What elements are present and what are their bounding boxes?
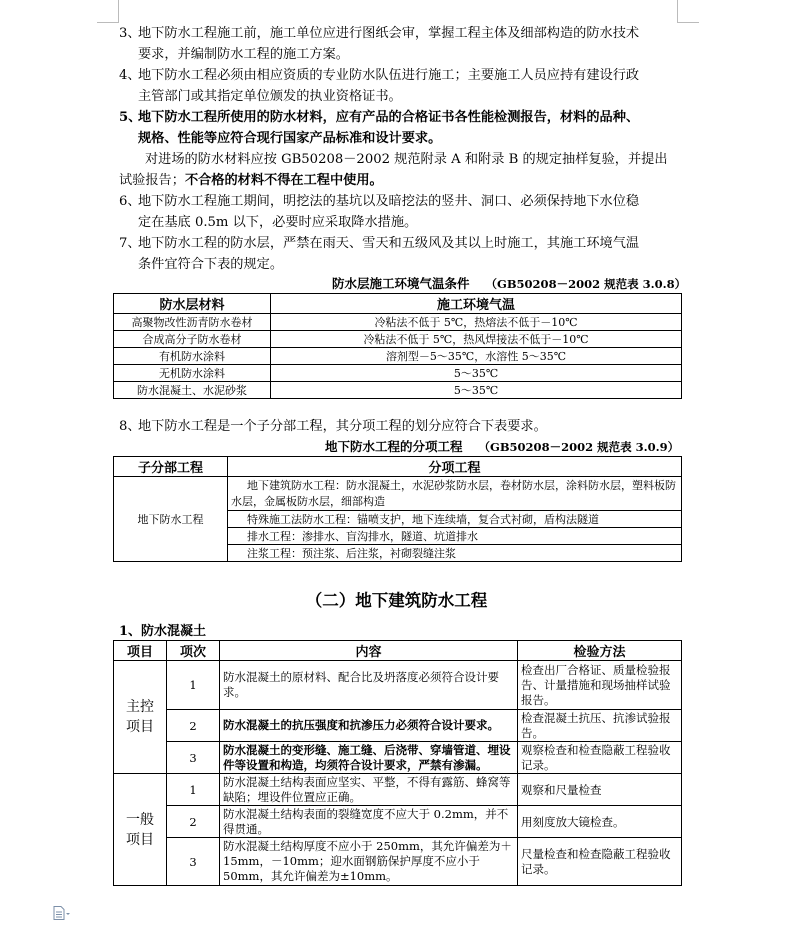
content-cell: 防水混凝土结构表面应坚实、平整，不得有露筋、蜂窝等缺陷；埋设件位置应正确。 xyxy=(220,774,518,806)
item-3 xyxy=(119,23,679,65)
table1-caption-standard: （GB50208－2002 规范表 3.0.8） xyxy=(485,277,687,291)
table-row xyxy=(114,774,682,806)
retest-line-2-bold: 不合格的材料不得在工程中使用。 xyxy=(184,173,383,188)
table1-cell: 5～35℃ xyxy=(271,365,682,382)
table2-header-subitem: 分项工程 xyxy=(228,457,682,477)
method-cell: 观察和尺量检查 xyxy=(518,774,682,806)
item-text: 地下防水工程施工期间，明挖法的基坑以及暗挖法的竖井、洞口、必须保持地下水位稳 xyxy=(138,194,640,209)
row-number: 2 xyxy=(167,710,220,742)
table-row xyxy=(114,661,682,710)
inspection-table xyxy=(113,640,682,886)
item-text: 定在基底 0.5m 以下，必要时应采取降水措施。 xyxy=(138,215,418,230)
table-row xyxy=(114,331,682,348)
item-text: 地下防水工程施工前，施工单位应进行图纸会审，掌握工程主体及细部构造的防水技术 xyxy=(138,26,640,41)
table3-header-content: 内容 xyxy=(220,641,518,661)
retest-line-2: 试验报告； xyxy=(119,173,185,188)
page-corner-mark-left xyxy=(118,0,119,22)
section-title: （二）地下建筑防水工程 xyxy=(305,591,488,610)
table2-cell: 特殊施工法防水工程：锚喷支护，地下连续墙，复合式衬砌，盾构法隧道 xyxy=(228,511,682,528)
table1-cell: 合成高分子防水卷材 xyxy=(114,331,271,348)
temperature-table xyxy=(113,293,682,399)
item-text: 主管部门或其指定单位颁发的执业资格证书。 xyxy=(138,89,402,104)
table1-header-material: 防水层材料 xyxy=(114,294,271,314)
content-cell: 防水混凝土结构表面的裂缝宽度不应大于 0.2mm，并不得贯通。 xyxy=(220,806,518,838)
item-number: 7、 xyxy=(119,236,141,251)
content-cell: 防水混凝土结构厚度不应小于 250mm，其允许偏差为＋15mm，－10mm；迎水面钢筋保护厚度不应小于 50mm，其允许偏差为±10mm。 xyxy=(220,838,518,886)
method-cell: 检查混凝土抗压、抗渗试验报告。 xyxy=(518,710,682,742)
item-text: 地下防水工程是一个子分部工程，其分项工程的划分应符合下表要求。 xyxy=(138,419,547,434)
content-cell: 防水混凝土的原材料、配合比及坍落度必须符合设计要求。 xyxy=(220,661,518,710)
item-5 xyxy=(119,107,679,149)
item-6 xyxy=(119,191,679,233)
row-number: 3 xyxy=(167,742,220,774)
item-4 xyxy=(119,65,679,107)
item-number: 6、 xyxy=(119,194,141,209)
retest-line-1: 对进场的防水材料应按 GB50208－2002 规范附录 A 和附录 B 的规定抽样复验，并提出 xyxy=(145,152,668,167)
main-control-label xyxy=(114,661,167,774)
table1-cell: 高聚物改性沥青防水卷材 xyxy=(114,314,271,331)
table-row xyxy=(114,314,682,331)
table2-cell: 注浆工程：预注浆、后注浆，衬砌裂缝注浆 xyxy=(228,545,682,562)
method-cell: 尺量检查和检查隐蔽工程验收记录。 xyxy=(518,838,682,886)
item-text: 地下防水工程所使用的防水材料，应有产品的合格证书各性能检测报告，材料的品种、 xyxy=(138,110,640,125)
item-text: 规格、性能等应符合现行国家产品标准和设计要求。 xyxy=(138,131,442,146)
table-row xyxy=(114,806,682,838)
page-corner-mark-left-h xyxy=(97,22,119,23)
table1-header-temperature: 施工环境气温 xyxy=(271,294,682,314)
item-number: 5、 xyxy=(119,110,142,125)
table-row xyxy=(114,365,682,382)
table-row xyxy=(114,348,682,365)
table2-caption-standard: （GB50208－2002 规范表 3.0.9） xyxy=(478,440,680,454)
content-cell: 防水混凝土的变形缝、施工缝、后浇带、穿墙管道、埋设件等设置和构造，均须符合设计要求，严禁有渗漏。 xyxy=(220,742,518,774)
table1-cell: 冷粘法不低于 5℃，热风焊接法不低于－10℃ xyxy=(271,331,682,348)
table1-cell: 冷粘法不低于 5℃，热熔法不低于－10℃ xyxy=(271,314,682,331)
table2-cell: 排水工程：渗排水、盲沟排水，隧道、坑道排水 xyxy=(228,528,682,545)
table-row xyxy=(114,477,682,511)
main-label-line: 项目 xyxy=(126,719,154,735)
table1-cell: 5～35℃ xyxy=(271,382,682,399)
page-corner-mark-right-h xyxy=(677,22,699,23)
item-text: 要求，并编制防水工程的施工方案。 xyxy=(138,47,349,62)
table2-caption xyxy=(325,437,679,455)
item-number: 4、 xyxy=(119,68,141,83)
table3-header-number: 项次 xyxy=(167,641,220,661)
table3-header-method: 检验方法 xyxy=(518,641,682,661)
table-row xyxy=(114,838,682,886)
table1-cell: 有机防水涂料 xyxy=(114,348,271,365)
method-cell: 观察检查和检查隐蔽工程验收记录。 xyxy=(518,742,682,774)
table2-header-subdivision: 子分部工程 xyxy=(114,457,228,477)
table1-cell: 溶剂型－5～35℃，水溶性 5～35℃ xyxy=(271,348,682,365)
table-row xyxy=(114,382,682,399)
content-cell: 防水混凝土的抗压强度和抗渗压力必须符合设计要求。 xyxy=(220,710,518,742)
table2-caption-title: 地下防水工程的分项工程 xyxy=(325,439,463,454)
table2-group-cell: 地下防水工程 xyxy=(114,477,228,562)
item-7 xyxy=(119,233,679,275)
subitem-table xyxy=(113,456,682,562)
item-number: 8、 xyxy=(119,419,141,434)
general-label-line: 项目 xyxy=(126,831,154,848)
item-8 xyxy=(119,416,679,437)
item-text: 地下防水工程的防水层，严禁在雨天、雪天和五级风及其以上时施工，其施工环境气温 xyxy=(138,236,640,251)
row-number: 1 xyxy=(167,774,220,806)
general-label-line: 一般 xyxy=(126,811,154,828)
item-text: 条件宜符合下表的规定。 xyxy=(138,257,284,272)
retest-paragraph xyxy=(119,149,679,191)
method-cell: 检查出厂合格证、质量检验报告、计量措施和现场抽样试验报告。 xyxy=(518,661,682,710)
row-number: 1 xyxy=(167,661,220,710)
item-text: 地下防水工程必须由相应资质的专业防水队伍进行施工；主要施工人员应持有建设行政 xyxy=(138,68,640,83)
table1-caption xyxy=(332,274,686,292)
subsection-title: 1、防水混凝土 xyxy=(119,624,207,639)
document-icon[interactable] xyxy=(53,905,66,919)
table2-cell: 地下建筑防水工程：防水混凝土，水泥砂浆防水层，卷材防水层，涂料防水层，塑料板防水层，金属板防水层，细部构造 xyxy=(228,477,682,511)
method-cell: 用刻度放大镜检查。 xyxy=(518,806,682,838)
table1-cell: 防水混凝土、水泥砂浆 xyxy=(114,382,271,399)
general-item-label xyxy=(114,774,167,886)
table3-header-item: 项目 xyxy=(114,641,167,661)
table-row xyxy=(114,742,682,774)
item-number: 3、 xyxy=(119,26,141,41)
page-corner-mark-right xyxy=(677,0,678,22)
row-number: 3 xyxy=(167,838,220,886)
table1-cell: 无机防水涂料 xyxy=(114,365,271,382)
row-number: 2 xyxy=(167,806,220,838)
main-label-line: 主控 xyxy=(126,699,154,715)
table1-caption-title: 防水层施工环境气温条件 xyxy=(332,276,470,291)
table-row xyxy=(114,710,682,742)
